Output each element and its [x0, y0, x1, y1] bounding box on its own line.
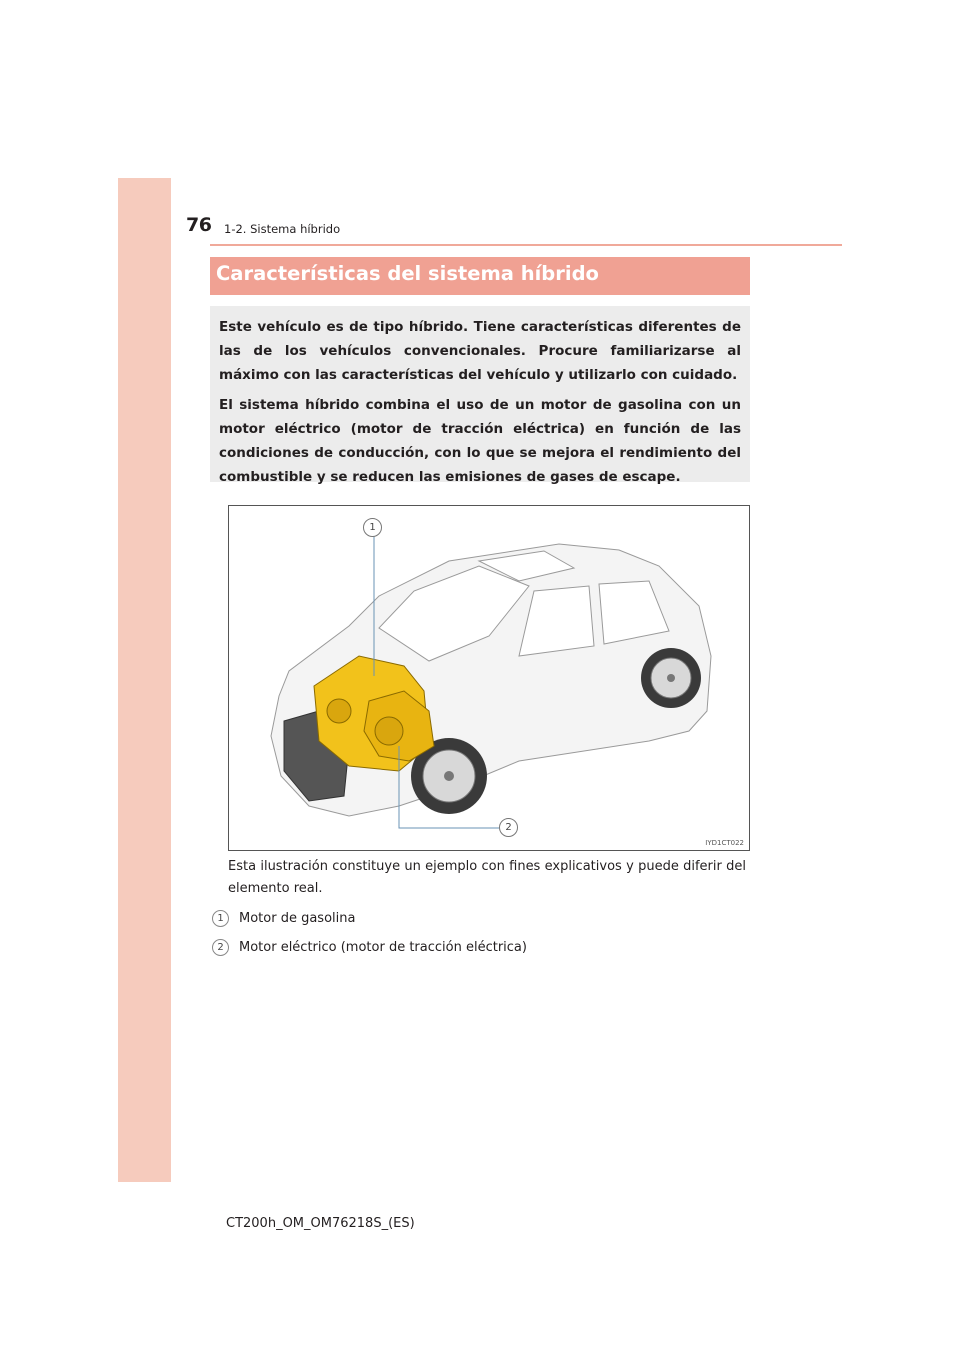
hybrid-car-illustration: [228, 505, 750, 851]
callout-2: 2: [499, 818, 518, 837]
legend-item-gasoline-engine: [212, 909, 355, 929]
car-drawing: [229, 506, 749, 850]
callout-1: 1: [363, 518, 382, 537]
section-title: Características del sistema híbrido: [216, 262, 599, 285]
header-rule: [210, 244, 842, 246]
legend-label-2: Motor eléctrico (motor de tracción eléctrica): [239, 940, 527, 955]
legend-number-2: 2: [212, 939, 229, 956]
figure-caption: Esta ilustración constituye un ejemplo con fines explicativos y puede diferir del elemento real.: [228, 859, 746, 896]
intro-box: [210, 306, 750, 485]
intro-paragraph-2: El sistema híbrido combina el uso de un motor de gasolina con un motor eléctrico (motor de tracción eléctrica) en función de las condiciones de conducción, con lo que se mejora el rendimiento del combustible y se reducen las emisiones de gases de escape.: [219, 397, 741, 485]
legend-label-1: Motor de gasolina: [239, 911, 356, 926]
document-code-footer: CT200h_OM_OM76218S_(ES): [226, 1216, 415, 1231]
section-reference: 1-2. Sistema híbrido: [224, 222, 341, 236]
intro-paragraph-1: Este vehículo es de tipo híbrido. Tiene características diferentes de las de los vehículos convencionales. Procure familiarizarse al máximo con las características del vehículo y utilizarlo con cuidado.: [219, 319, 741, 383]
side-tab-band: [118, 178, 171, 1182]
figure-code: IYD1CT022: [705, 839, 744, 847]
section-title-bar: [210, 257, 750, 295]
legend-item-electric-motor: [212, 938, 527, 958]
legend-number-1: 1: [212, 910, 229, 927]
rear-wheel: [641, 648, 701, 708]
page-number: 76: [186, 214, 212, 236]
